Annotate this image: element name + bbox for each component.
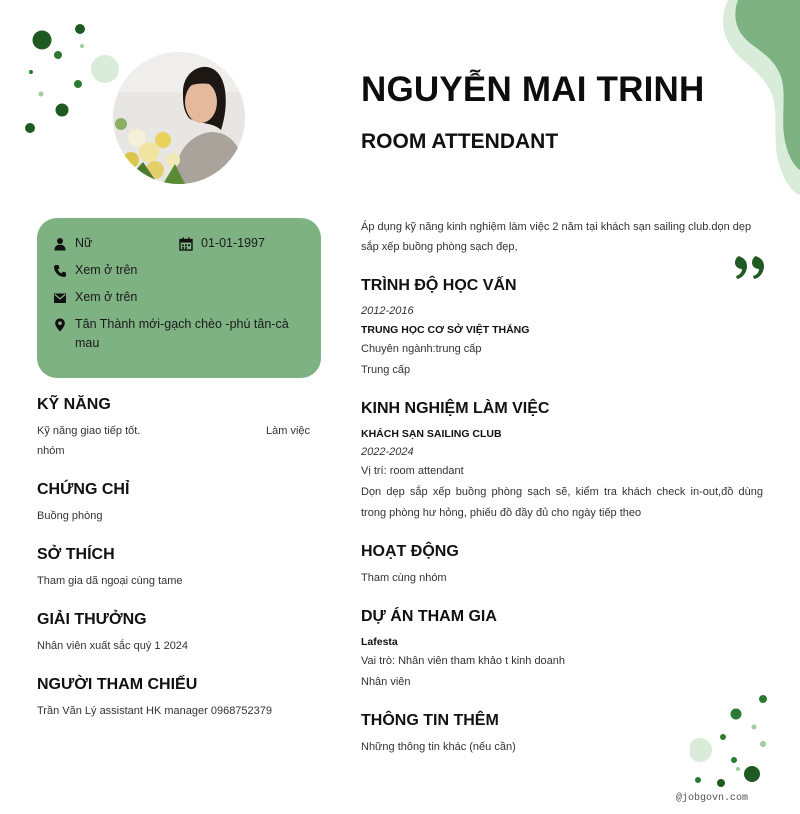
certificates-heading: CHỨNG CHỈ bbox=[37, 481, 130, 498]
phone-row bbox=[53, 263, 137, 278]
skill-item-continued: nhóm bbox=[37, 445, 65, 457]
skills-heading: KỸ NĂNG bbox=[37, 396, 111, 413]
person-icon bbox=[53, 237, 67, 251]
phone-icon bbox=[53, 264, 67, 278]
phone-value: Xem ở trên bbox=[75, 263, 138, 277]
references-heading: NGƯỜI THAM CHIẾU bbox=[37, 676, 198, 693]
location-icon bbox=[53, 318, 67, 332]
address-value: Tân Thành mới-gạch chèo -phú tân-cà mau bbox=[75, 317, 289, 350]
education-heading: TRÌNH ĐỘ HỌC VẤN bbox=[361, 277, 517, 294]
project-name: Lafesta bbox=[361, 636, 398, 648]
education-level: Trung cấp bbox=[361, 364, 411, 376]
avatar bbox=[113, 52, 245, 184]
candidate-name: NGUYỄN MAI TRINH bbox=[361, 70, 705, 109]
mail-icon bbox=[53, 291, 67, 305]
education-major: Chuyên ngành:trung cấp bbox=[361, 343, 482, 355]
references-text: Trần Văn Lý assistant HK manager 0968752379 bbox=[37, 705, 273, 717]
experience-description: Dọn dẹp sắp xếp buồng phòng sạch sẽ, kiểm tra khách check in-out,đồ dùng trong phòng hư hỏng, phiếu đồ đầy đủ cho ngày tiếp theo bbox=[361, 486, 763, 519]
hobbies-heading: SỞ THÍCH bbox=[37, 546, 115, 563]
activities-heading: HOẠT ĐỘNG bbox=[361, 543, 459, 560]
email-value: Xem ở trên bbox=[75, 290, 138, 304]
project-description: Nhân viên bbox=[361, 676, 411, 688]
skill-item: Kỹ năng giao tiếp tốt. bbox=[37, 425, 141, 437]
gender-value: Nữ bbox=[75, 236, 93, 250]
extra-info-text: Những thông tin khác (nếu cần) bbox=[361, 741, 516, 753]
career-objective: Áp dụng kỹ năng kinh nghiệm làm việc 2 năm tại khách sạn sailing club.dọn dẹp sắp xếp buồng phòng sạch đẹp, bbox=[361, 221, 752, 253]
experience-role: Vị trí: room attendant bbox=[361, 465, 464, 477]
awards-text: Nhân viên xuất sắc quý 1 2024 bbox=[37, 640, 189, 652]
education-period: 2012-2016 bbox=[361, 305, 414, 317]
awards-heading: GIẢI THƯỞNG bbox=[37, 611, 147, 628]
education-school: TRUNG HỌC CƠ SỞ VIỆT THẮNG bbox=[361, 324, 530, 336]
experience-company: KHÁCH SẠN SAILING CLUB bbox=[361, 428, 502, 440]
experience-heading: KINH NGHIỆM LÀM VIỆC bbox=[361, 400, 550, 417]
decorative-dots-top bbox=[0, 0, 130, 140]
birthdate-value: 01-01-1997 bbox=[201, 236, 265, 250]
certificates-text: Buồng phòng bbox=[37, 510, 103, 522]
skill-item: Làm việc bbox=[266, 425, 311, 437]
calendar-icon bbox=[179, 237, 193, 251]
gender-row bbox=[53, 236, 92, 251]
projects-heading: DỰ ÁN THAM GIA bbox=[361, 608, 497, 625]
quote-icon bbox=[734, 254, 766, 280]
extra-info-heading: THÔNG TIN THÊM bbox=[361, 712, 499, 729]
contact-card bbox=[37, 218, 321, 378]
email-row bbox=[53, 290, 137, 305]
hobbies-text: Tham gia dã ngoại cùng tame bbox=[37, 575, 183, 587]
project-role: Vai trò: Nhân viên tham khảo t kinh doanh bbox=[361, 655, 566, 667]
watermark: @jobgovn.com bbox=[676, 793, 749, 804]
birthdate-row bbox=[179, 236, 265, 251]
job-title: ROOM ATTENDANT bbox=[361, 130, 559, 153]
activities-text: Tham cùng nhóm bbox=[361, 572, 447, 584]
address-row bbox=[53, 317, 303, 353]
experience-period: 2022-2024 bbox=[361, 446, 414, 458]
